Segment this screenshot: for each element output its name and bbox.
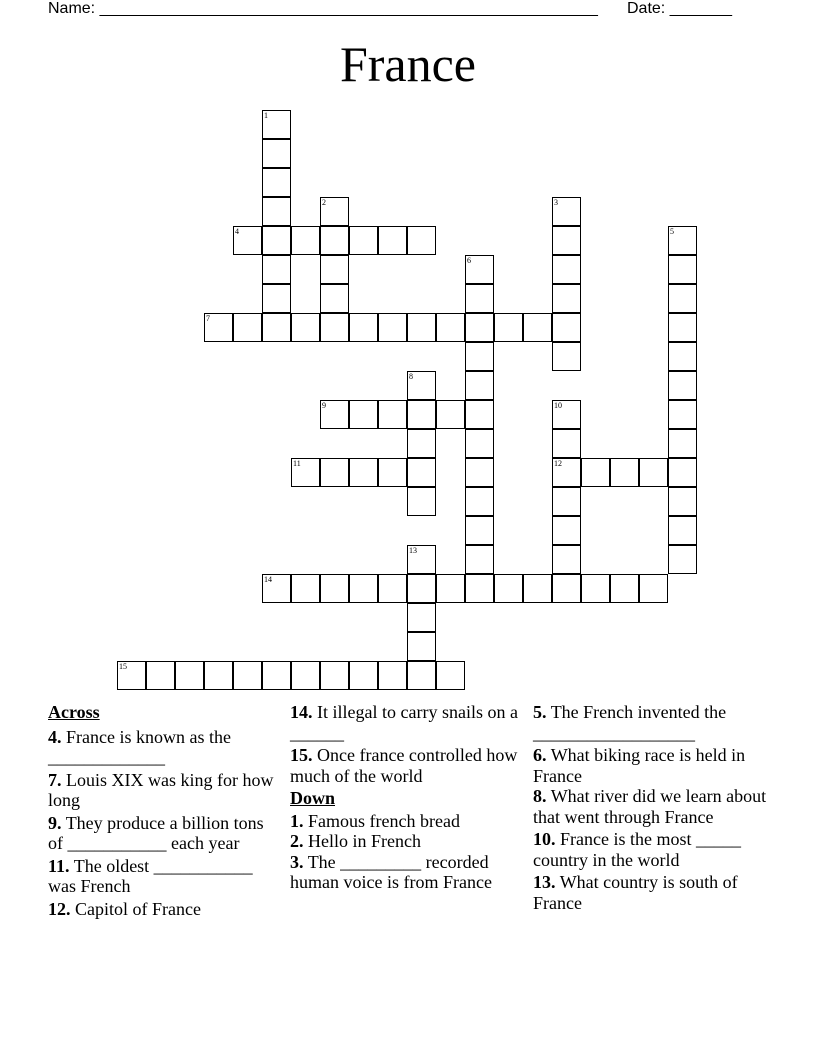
grid-cell[interactable] xyxy=(407,574,436,603)
grid-cell[interactable] xyxy=(465,400,494,429)
grid-cell[interactable] xyxy=(291,313,320,342)
grid-cell[interactable] xyxy=(320,661,349,690)
grid-cell[interactable] xyxy=(407,429,436,458)
grid-cell[interactable] xyxy=(523,574,552,603)
grid-cell[interactable] xyxy=(465,342,494,371)
grid-cell[interactable] xyxy=(494,313,523,342)
grid-cell[interactable] xyxy=(378,661,407,690)
grid-cell[interactable] xyxy=(465,545,494,574)
down-heading: Down xyxy=(290,788,336,808)
grid-cell[interactable] xyxy=(552,313,581,342)
clue-number-10: 10 xyxy=(554,401,562,410)
grid-cell[interactable] xyxy=(262,139,291,168)
grid-cell[interactable] xyxy=(523,313,552,342)
grid-cell[interactable] xyxy=(494,574,523,603)
grid-cell[interactable] xyxy=(465,487,494,516)
grid-cell[interactable] xyxy=(639,574,668,603)
clue-down-5: 5. The French invented the __________________ xyxy=(533,702,727,743)
grid-cell[interactable] xyxy=(552,574,581,603)
grid-cell[interactable] xyxy=(436,661,465,690)
clue-number-13: 13 xyxy=(409,546,417,555)
clue-number-15: 15 xyxy=(119,662,127,671)
grid-cell[interactable] xyxy=(291,574,320,603)
grid-cell[interactable] xyxy=(465,313,494,342)
grid-cell[interactable] xyxy=(349,661,378,690)
grid-cell[interactable] xyxy=(407,487,436,516)
grid-cell[interactable] xyxy=(668,342,697,371)
grid-cell[interactable] xyxy=(349,226,378,255)
grid-cell[interactable] xyxy=(407,226,436,255)
grid-cell[interactable] xyxy=(552,255,581,284)
clue-number-5: 5 xyxy=(670,227,674,236)
clue-number-9: 9 xyxy=(322,401,326,410)
grid-cell[interactable] xyxy=(552,545,581,574)
grid-cell[interactable] xyxy=(610,458,639,487)
grid-cell[interactable] xyxy=(668,255,697,284)
clue-down-2: 2. Hello in French xyxy=(290,831,421,851)
clue-across-9: 9. They produce a billion tons of ___________ each year xyxy=(48,812,264,853)
across-heading: Across xyxy=(48,702,100,722)
grid-cell[interactable] xyxy=(378,226,407,255)
clue-number-14: 14 xyxy=(264,575,272,584)
clue-down-3: 3. The _________ recorded human voice is from France xyxy=(290,851,492,892)
grid-cell[interactable] xyxy=(552,342,581,371)
grid-cell[interactable] xyxy=(407,313,436,342)
grid-cell[interactable] xyxy=(436,574,465,603)
grid-cell[interactable] xyxy=(668,429,697,458)
grid-cell[interactable] xyxy=(668,371,697,400)
grid-cell[interactable] xyxy=(581,574,610,603)
grid-cell[interactable] xyxy=(668,545,697,574)
clue-across-15: 15. Once france controlled how much of the world xyxy=(290,745,518,786)
grid-cell[interactable] xyxy=(407,603,436,632)
grid-cell[interactable] xyxy=(436,400,465,429)
grid-cell[interactable] xyxy=(175,661,204,690)
grid-cell[interactable] xyxy=(552,429,581,458)
grid-cell[interactable] xyxy=(668,400,697,429)
grid-cell[interactable] xyxy=(291,661,320,690)
grid-cell[interactable] xyxy=(349,400,378,429)
clue-across-12: 12. Capitol of France xyxy=(48,898,201,919)
clue-down-8: 8. What river did we learn about that went through France xyxy=(533,786,767,827)
grid-cell[interactable] xyxy=(378,400,407,429)
grid-cell[interactable] xyxy=(465,516,494,545)
grid-cell[interactable] xyxy=(668,487,697,516)
clues-column-1 xyxy=(48,702,278,921)
grid-cell[interactable] xyxy=(320,226,349,255)
grid-cell[interactable] xyxy=(581,458,610,487)
grid-cell[interactable] xyxy=(552,516,581,545)
clue-down-10: 10. France is the most _____ country in the world xyxy=(533,829,741,870)
grid-cell[interactable] xyxy=(436,313,465,342)
clues-column-2 xyxy=(290,702,526,895)
grid-cell[interactable] xyxy=(465,429,494,458)
clue-number-1: 1 xyxy=(264,111,268,120)
grid-cell[interactable] xyxy=(320,458,349,487)
clue-across-7: 7. Louis XIX was king for how long xyxy=(48,769,274,810)
grid-cell[interactable] xyxy=(407,458,436,487)
grid-cell[interactable] xyxy=(146,661,175,690)
grid-cell[interactable] xyxy=(262,313,291,342)
grid-cell[interactable] xyxy=(320,284,349,313)
grid-cell[interactable] xyxy=(262,255,291,284)
clue-number-8: 8 xyxy=(409,372,413,381)
clue-number-2: 2 xyxy=(322,198,326,207)
grid-cell[interactable] xyxy=(407,661,436,690)
clues-column-3 xyxy=(533,702,773,915)
grid-cell[interactable] xyxy=(465,574,494,603)
grid-cell[interactable] xyxy=(349,574,378,603)
clue-number-6: 6 xyxy=(467,256,471,265)
grid-cell[interactable] xyxy=(407,632,436,661)
clue-number-12: 12 xyxy=(554,459,562,468)
grid-cell[interactable] xyxy=(320,255,349,284)
clue-number-4: 4 xyxy=(235,227,239,236)
grid-cell[interactable] xyxy=(349,458,378,487)
clue-down-1: 1. Famous french bread xyxy=(290,810,460,831)
grid-cell[interactable] xyxy=(552,284,581,313)
grid-cell[interactable] xyxy=(668,284,697,313)
clue-across-14: 14. It illegal to carry snails on a ______ xyxy=(290,702,518,743)
date-field: Date: _______ xyxy=(627,0,732,17)
clue-across-4: 4. France is known as the _____________ xyxy=(48,726,231,767)
name-field: Name: ________________________________________________________ xyxy=(48,0,598,17)
grid-cell[interactable] xyxy=(262,226,291,255)
puzzle-title: France xyxy=(339,36,477,92)
grid-cell[interactable] xyxy=(262,661,291,690)
grid-cell[interactable] xyxy=(204,661,233,690)
grid-cell[interactable] xyxy=(262,284,291,313)
grid-cell[interactable] xyxy=(262,168,291,197)
grid-cell[interactable] xyxy=(668,516,697,545)
clue-across-11: 11. The oldest ___________ was French xyxy=(48,855,253,896)
grid-cell[interactable] xyxy=(320,574,349,603)
grid-cell[interactable] xyxy=(233,313,262,342)
clue-down-13: 13. What country is south of France xyxy=(533,872,738,913)
grid-cell[interactable] xyxy=(552,226,581,255)
grid-cell[interactable] xyxy=(349,313,378,342)
grid-cell[interactable] xyxy=(378,574,407,603)
grid-cell[interactable] xyxy=(639,458,668,487)
grid-cell[interactable] xyxy=(262,197,291,226)
clue-number-11: 11 xyxy=(293,459,301,468)
grid-cell[interactable] xyxy=(320,313,349,342)
grid-cell[interactable] xyxy=(378,313,407,342)
grid-cell[interactable] xyxy=(610,574,639,603)
grid-cell[interactable] xyxy=(291,226,320,255)
clue-down-6: 6. What biking race is held in France xyxy=(533,745,746,786)
grid-cell[interactable] xyxy=(668,458,697,487)
grid-cell[interactable] xyxy=(465,284,494,313)
clue-number-7: 7 xyxy=(206,314,210,323)
grid-cell[interactable] xyxy=(378,458,407,487)
grid-cell[interactable] xyxy=(465,371,494,400)
grid-cell[interactable] xyxy=(407,400,436,429)
clue-number-3: 3 xyxy=(554,198,558,207)
grid-cell[interactable] xyxy=(233,661,262,690)
grid-cell[interactable] xyxy=(465,458,494,487)
grid-cell[interactable] xyxy=(552,487,581,516)
grid-cell[interactable] xyxy=(668,313,697,342)
